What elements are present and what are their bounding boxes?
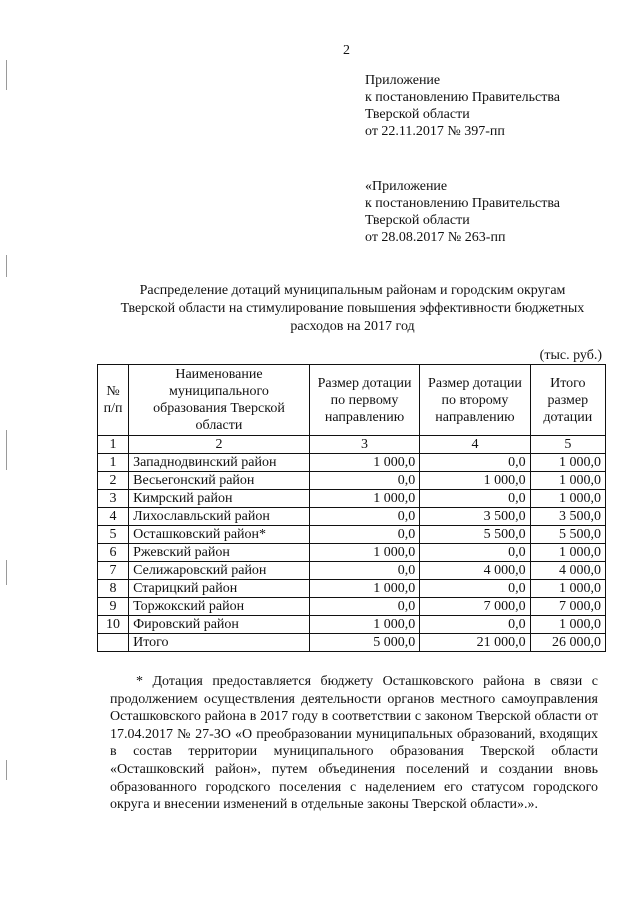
document-title <box>95 282 610 336</box>
first-direction-cell: 5 000,0 <box>309 634 419 652</box>
table-row <box>98 544 606 562</box>
title-line: Тверской области на стимулирование повышения эффективности бюджетных <box>120 301 585 316</box>
first-direction-cell: 0,0 <box>309 472 419 490</box>
annex-line: к постановлению Правительства <box>365 90 561 105</box>
second-direction-cell: 0,0 <box>420 544 530 562</box>
table-row <box>98 580 606 598</box>
total-cell: 26 000,0 <box>530 634 605 652</box>
second-direction-cell: 1 000,0 <box>420 472 530 490</box>
district-name-cell: Ржевский район <box>129 544 310 562</box>
column-index-row <box>98 436 606 454</box>
row-number-cell: 8 <box>98 580 129 598</box>
first-direction-cell: 1 000,0 <box>309 544 419 562</box>
row-number-cell: 9 <box>98 598 129 616</box>
header-name: Наименование муниципального образования Тверской области <box>129 365 310 436</box>
table-row <box>98 472 606 490</box>
total-cell: 1 000,0 <box>530 490 605 508</box>
row-number-cell: 3 <box>98 490 129 508</box>
second-direction-cell: 3 500,0 <box>420 508 530 526</box>
annex-line: от 22.11.2017 № 397-пп <box>365 124 505 139</box>
scan-margin-mark <box>6 430 7 470</box>
first-direction-cell: 0,0 <box>309 562 419 580</box>
total-cell: 1 000,0 <box>530 454 605 472</box>
total-cell: 7 000,0 <box>530 598 605 616</box>
table-row <box>98 526 606 544</box>
annex-line: Тверской области <box>365 107 470 122</box>
header-second-direction: Размер дотации по второму направлению <box>420 365 530 436</box>
distribution-table <box>97 364 606 652</box>
header-num: № п/п <box>98 365 129 436</box>
total-cell: 1 000,0 <box>530 616 605 634</box>
page-number: 2 <box>343 43 350 58</box>
total-cell: 1 000,0 <box>530 472 605 490</box>
first-direction-cell: 1 000,0 <box>309 616 419 634</box>
annex-line: от 28.08.2017 № 263-пп <box>365 230 506 245</box>
index-cell: 2 <box>129 436 310 454</box>
scan-margin-mark <box>6 760 7 780</box>
annex-block-current <box>365 72 560 140</box>
second-direction-cell: 4 000,0 <box>420 562 530 580</box>
table-total-row <box>98 634 606 652</box>
total-cell: 1 000,0 <box>530 580 605 598</box>
second-direction-cell: 21 000,0 <box>420 634 530 652</box>
total-cell: 3 500,0 <box>530 508 605 526</box>
table-row <box>98 616 606 634</box>
first-direction-cell: 0,0 <box>309 508 419 526</box>
first-direction-cell: 1 000,0 <box>309 454 419 472</box>
header-first-direction: Размер дотации по первому направлению <box>309 365 419 436</box>
index-cell: 1 <box>98 436 129 454</box>
scan-margin-mark <box>6 560 7 585</box>
district-name-cell: Кимрский район <box>129 490 310 508</box>
row-number-cell: 2 <box>98 472 129 490</box>
second-direction-cell: 5 500,0 <box>420 526 530 544</box>
units-label: (тыс. руб.) <box>539 348 602 363</box>
district-name-cell: Торжокский район <box>129 598 310 616</box>
table-row <box>98 490 606 508</box>
total-cell: 4 000,0 <box>530 562 605 580</box>
first-direction-cell: 0,0 <box>309 598 419 616</box>
annex-line: Тверской области <box>365 213 470 228</box>
row-number-cell: 5 <box>98 526 129 544</box>
scan-margin-mark <box>6 60 7 90</box>
title-line: Распределение дотаций муниципальным районам и городским округам <box>139 283 566 298</box>
total-cell: 1 000,0 <box>530 544 605 562</box>
first-direction-cell: 0,0 <box>309 526 419 544</box>
scan-margin-mark <box>6 255 7 277</box>
annex-line: Приложение <box>365 73 441 88</box>
district-name-cell: Весьегонский район <box>129 472 310 490</box>
row-number-cell: 4 <box>98 508 129 526</box>
total-cell: 5 500,0 <box>530 526 605 544</box>
table-row <box>98 454 606 472</box>
second-direction-cell: 0,0 <box>420 580 530 598</box>
footnote <box>110 673 598 814</box>
second-direction-cell: 7 000,0 <box>420 598 530 616</box>
district-name-cell: Западнодвинский район <box>129 454 310 472</box>
header-total: Итого размер дотации <box>530 365 605 436</box>
row-number-cell: 6 <box>98 544 129 562</box>
annex-block-previous <box>365 178 560 246</box>
index-cell: 5 <box>530 436 605 454</box>
second-direction-cell: 0,0 <box>420 616 530 634</box>
index-cell: 3 <box>309 436 419 454</box>
table-row <box>98 598 606 616</box>
first-direction-cell: 1 000,0 <box>309 490 419 508</box>
row-number-cell: 1 <box>98 454 129 472</box>
district-name-cell: Лихославльский район <box>129 508 310 526</box>
district-name-cell: Осташковский район* <box>129 526 310 544</box>
annex-line: «Приложение <box>365 179 448 194</box>
first-direction-cell: 1 000,0 <box>309 580 419 598</box>
district-name-cell: Старицкий район <box>129 580 310 598</box>
title-line: расходов на 2017 год <box>290 319 415 334</box>
district-name-cell: Фировский район <box>129 616 310 634</box>
second-direction-cell: 0,0 <box>420 490 530 508</box>
index-cell: 4 <box>420 436 530 454</box>
row-number-cell <box>98 634 129 652</box>
row-number-cell: 10 <box>98 616 129 634</box>
total-label-cell: Итого <box>129 634 310 652</box>
table-header-row <box>98 365 606 436</box>
table-row <box>98 562 606 580</box>
district-name-cell: Селижаровский район <box>129 562 310 580</box>
footnote-text: * Дотация предоставляется бюджету Осташковского района в связи с продолжением осуществления деятельности органов местного самоуправления Осташковского района в 2017 году в соответствии с законом Тверской области от 17.04.2017 № 27-ЗО «О преобразовании муниципальных образований, входящих в состав территории муниципального образования Тверской области «Осташковский район», путем объединения поселений и создании вновь образованного городского поселения с наделением его статусом городского округа и внесении изменений в отдельные законы Тверской области».». <box>110 674 598 813</box>
table-row <box>98 508 606 526</box>
second-direction-cell: 0,0 <box>420 454 530 472</box>
annex-line: к постановлению Правительства <box>365 196 561 211</box>
row-number-cell: 7 <box>98 562 129 580</box>
